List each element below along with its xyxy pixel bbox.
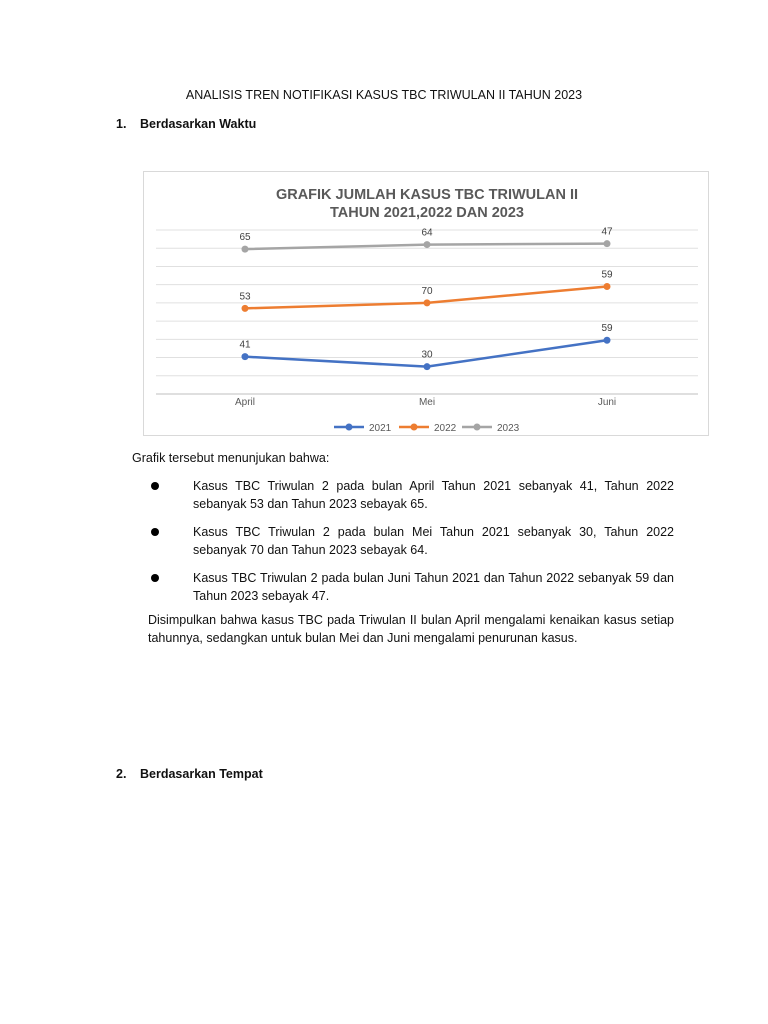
bullet-icon xyxy=(151,574,159,582)
chart-title-line: TAHUN 2021,2022 DAN 2023 xyxy=(330,205,524,221)
x-tick-label: April xyxy=(234,397,256,408)
list-item xyxy=(148,477,674,513)
section-2-heading xyxy=(116,767,263,781)
bullet-text: Kasus TBC Triwulan 2 pada bulan Mei Tahun 2021 sebanyak 30, Tahun 2022 sebanyak 70 dan Tahun 2023 sebayak 64. xyxy=(193,525,674,557)
data-point-2022 xyxy=(242,305,249,312)
data-point-2023 xyxy=(242,246,249,253)
chart-canvas xyxy=(144,172,710,437)
data-point-2023 xyxy=(424,241,431,248)
section-2-number: 2. xyxy=(116,767,127,781)
legend-marker-2023 xyxy=(474,424,481,431)
bullet-list xyxy=(148,477,674,615)
chart-title-line: GRAFIK JUMLAH KASUS TBC TRIWULAN II xyxy=(275,187,579,203)
data-label-2023: 64 xyxy=(421,227,433,239)
bullet-text: Kasus TBC Triwulan 2 pada bulan April Tahun 2021 sebanyak 41, Tahun 2022 sebanyak 53 dan Tahun 2023 sebayak 65. xyxy=(193,479,674,511)
data-label-2021: 59 xyxy=(601,323,613,335)
data-label-2023: 65 xyxy=(239,232,251,244)
data-point-2021 xyxy=(242,353,249,360)
data-label-2022: 59 xyxy=(601,269,613,281)
legend-label-2022: 2022 xyxy=(434,423,457,434)
chart-intro-text: Grafik tersebut menunjukan bahwa: xyxy=(132,451,330,465)
bullet-text: Kasus TBC Triwulan 2 pada bulan Juni Tahun 2021 dan Tahun 2022 sebanyak 59 dan Tahun 2023 sebayak 47. xyxy=(193,571,674,603)
data-label-2022: 53 xyxy=(239,291,251,303)
section-2-title: Berdasarkan Tempat xyxy=(140,767,263,781)
data-point-2023 xyxy=(604,240,611,247)
data-label-2021: 30 xyxy=(421,349,433,361)
data-label-2022: 70 xyxy=(421,285,433,297)
document-title: ANALISIS TREN NOTIFIKASI KASUS TBC TRIWULAN II TAHUN 2023 xyxy=(185,88,583,102)
data-point-2022 xyxy=(604,283,611,290)
conclusion-paragraph: Disimpulkan bahwa kasus TBC pada Triwulan II bulan April mengalami kenaikan kasus setiap tahunnya, sedangkan untuk bulan Mei dan Juni mengalami penurunan kasus. xyxy=(148,613,674,645)
list-item xyxy=(148,523,674,559)
line-chart xyxy=(143,171,709,436)
section-1-number: 1. xyxy=(116,117,127,131)
x-tick-label: Juni xyxy=(597,397,617,408)
legend-label-2021: 2021 xyxy=(369,423,392,434)
bullet-icon xyxy=(151,482,159,490)
data-label-2023: 47 xyxy=(601,226,613,238)
legend-marker-2021 xyxy=(346,424,353,431)
bullet-icon xyxy=(151,528,159,536)
data-point-2021 xyxy=(424,363,431,370)
data-point-2022 xyxy=(424,299,431,306)
section-1-heading xyxy=(116,117,256,131)
x-tick-label: Mei xyxy=(418,397,436,408)
data-label-2021: 41 xyxy=(239,339,251,351)
list-item xyxy=(148,569,674,605)
section-1-title: Berdasarkan Waktu xyxy=(140,117,257,131)
legend-label-2023: 2023 xyxy=(497,423,520,434)
data-point-2021 xyxy=(604,337,611,344)
legend-marker-2022 xyxy=(411,424,418,431)
